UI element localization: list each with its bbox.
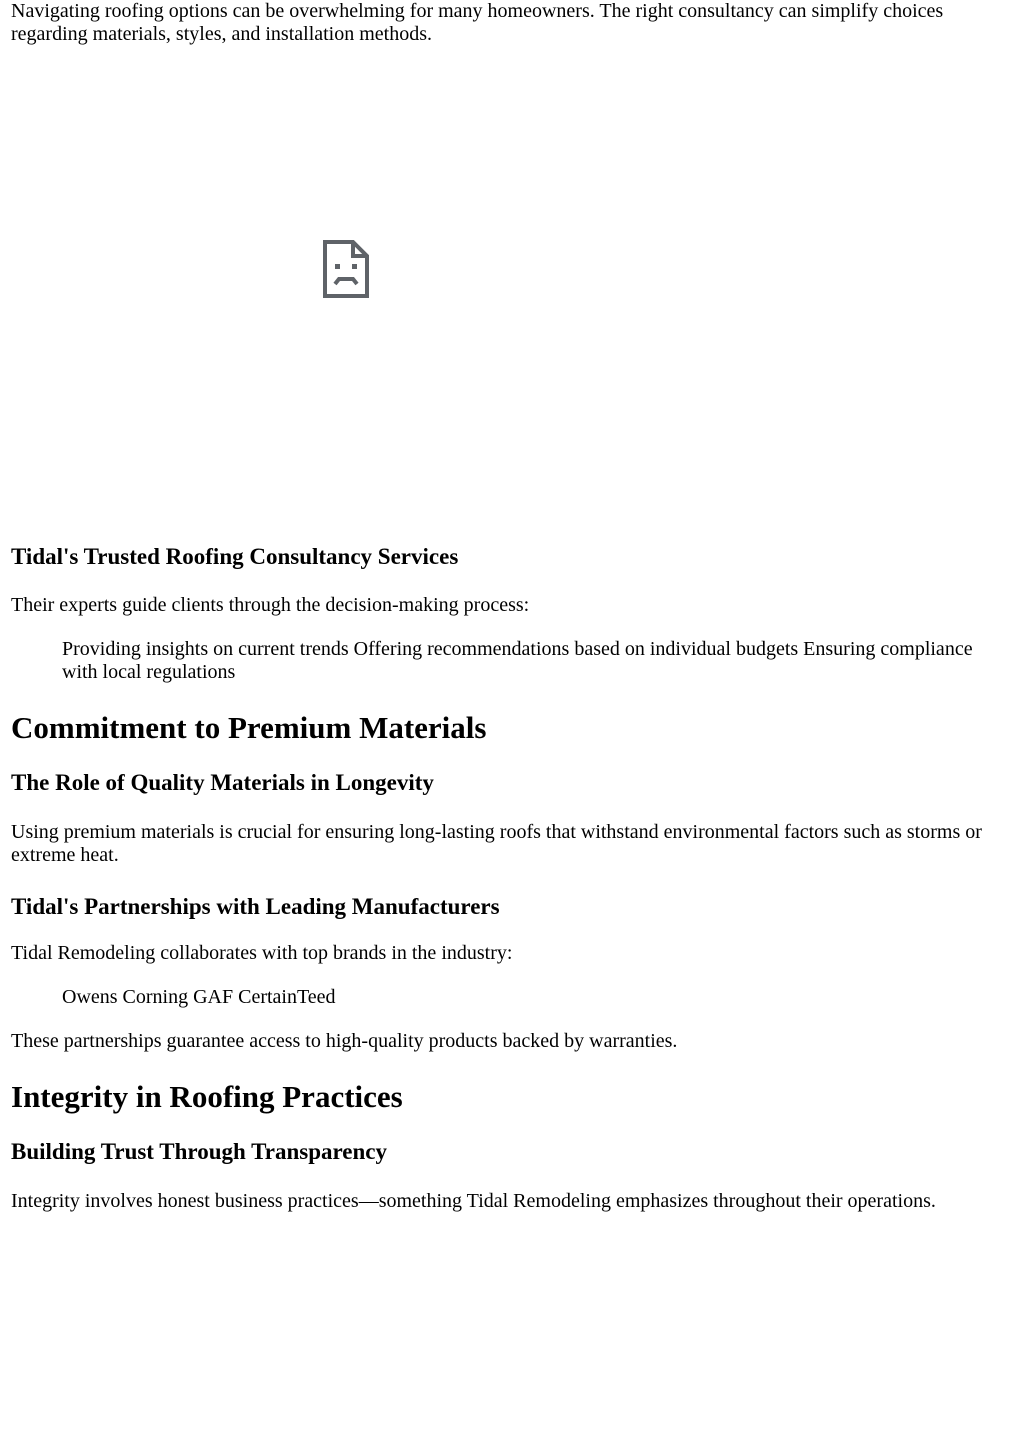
intro-paragraph: Navigating roofing options can be overwhelming for many homeowners. The right consultancy can simplify choices regarding materials, styles, and installation methods. (11, 0, 944, 45)
partners-note: These partnerships guarantee access to high-quality products backed by warranties. (11, 1030, 678, 1052)
article-content (11, 0, 1017, 1213)
integrity-heading: Integrity in Roofing Practices (11, 1079, 403, 1114)
broken-embed (11, 46, 1017, 494)
consultancy-heading: Tidal's Trusted Roofing Consultancy Services (11, 544, 459, 569)
partners-list: Owens Corning GAF CertainTeed (62, 986, 336, 1008)
trust-paragraph: Integrity involves honest business practices—something Tidal Remodeling emphasizes throughout their operations. (11, 1190, 936, 1212)
partners-heading: Tidal's Partnerships with Leading Manufacturers (11, 894, 500, 919)
consultancy-lead: Their experts guide clients through the decision-making process: (11, 594, 530, 616)
longevity-heading: The Role of Quality Materials in Longevity (11, 770, 434, 795)
consultancy-list: Providing insights on current trends Offering recommendations based on individual budgets Ensuring compliance with local regulations (62, 638, 973, 683)
partners-lead: Tidal Remodeling collaborates with top brands in the industry: (11, 942, 513, 964)
trust-heading: Building Trust Through Transparency (11, 1139, 388, 1164)
broken-image-icon (323, 240, 369, 298)
longevity-paragraph: Using premium materials is crucial for ensuring long-lasting roofs that withstand environmental factors such as storms or extreme heat. (11, 821, 982, 866)
materials-heading: Commitment to Premium Materials (11, 710, 487, 745)
